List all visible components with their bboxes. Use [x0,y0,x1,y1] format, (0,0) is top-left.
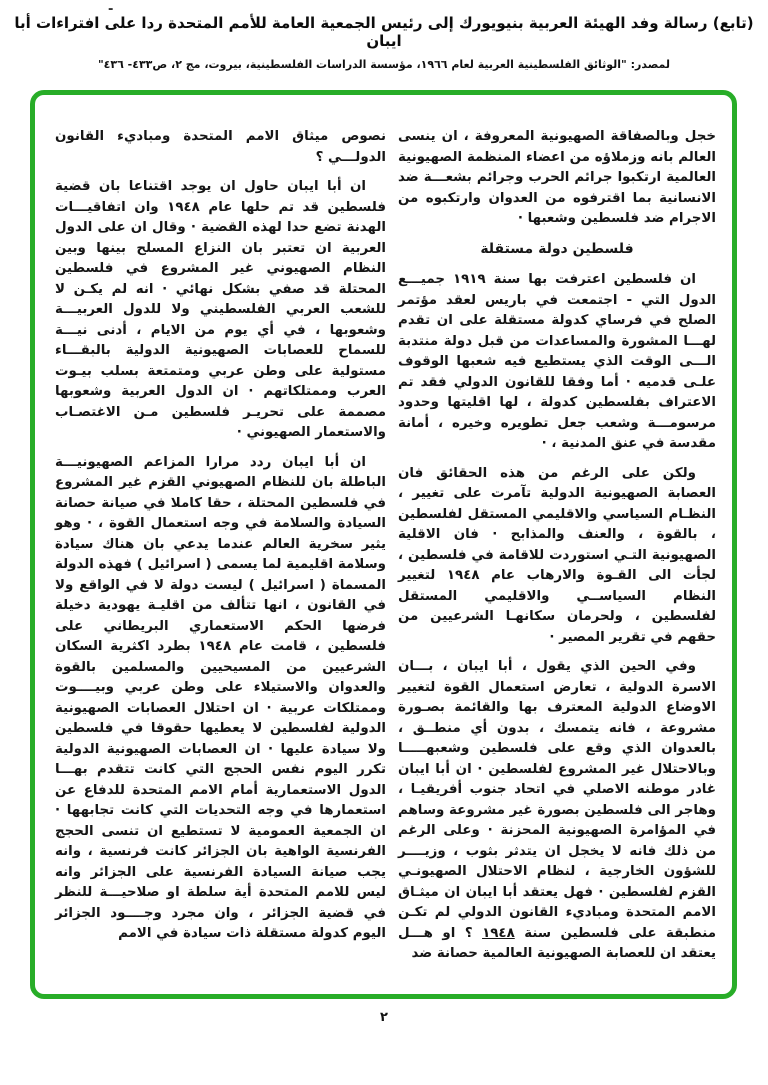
green-border-box [30,90,737,999]
paragraph-text: ؟ او هـــل يعتقد ان للعصابة الصهيونية العالمية حصانة ضد [398,925,716,961]
two-column-layout [55,127,716,974]
document-header [0,0,768,71]
document-title: (تابع) رسالة وفد الهيئة العربية بنيويورك إلى رئيس الجمعية العامة للأمم المتحدة ردا على افتراءات أبا ايبان [14,14,754,50]
column-left [55,127,386,954]
paragraph [398,657,716,965]
paragraph-text: وفي الحين الذي يقول ، أبا ايبان ، بـــان الاسرة الدولية ، تعارض استعمال القوة لتغيير الاوضاع الدولية المعترف بها والقائمة بصـورة مشروعة ، فانه يتمسك ، بدون أي منطــق ، بالعدوان الذي وقع على فلسطين وشعبهـــــا وبالاحتلال غير المشروع لفلسطين · ان أبا ايبان غادر موطنه الاصلي في اتحاد جنوب أفريقيـا ، وهاجر الى فلسطين بصورة غير مشروعة وساهم في المؤامرة الصهيونية المحزنة · وعلى الرغم من ذلك فانه لا يخجل ان يتدثر بثوب ، وزيــــر للشؤون الخارجية ، لنظام الاحتلال الصهيونـي القزم لفلسطين · فهل يعتقد أبا ايبان ان ميثـاق الامم المتحدة ومباديء القانون الدولي لم تكـن منطبقة على فلسطين سنة [398,659,716,941]
section-heading: فلسطين دولة مستقلة [480,240,634,257]
paragraph: ان فلسطين اعترفت بها سنة ١٩١٩ جميـــع الدول التي - اجتمعت في باريس لعقد مؤتمر الصلح في فرساي كدولة مستقلة على ان تقدم لهـــا المشورة والمساعدات من قبل دولة منتدبة الـــى الوقت الذي يستطيع فيه شعبها الوقوف علـى قدميه · أما وفقا للقانون الدولي فقد تم الاعتراف بفلسطين كدولة ، لها اقليتها وحدود مرسومـــة وشعب جعل تطويره وخيره ، أمانة مقدسة في عنق المدنية ، · [398,272,716,451]
paragraph-continuation: خجل وبالصفاقة الصهيونية المعروفة ، ان ينسى العالم بانه وزملاؤه من اعضاء المنظمة الصهيونية العالمية ارتكبوا جرائم الحرب وجرائم بشعـــة ضد الانسانية بما اقترفوه من العدوان وارتكبوه من الاجرام ضد فلسطين وشعبها · [398,129,716,226]
underlined-year: ١٩٤٨ [482,925,515,941]
question-line: نصوص ميثاق الامم المتحدة ومباديء القانون الدولـــي ؟ [55,129,386,165]
stray-mark: - [108,2,114,17]
page-number: ٢ [380,1010,388,1025]
source-citation: لمصدر: "الوثائق الفلسطينية العربية لعام ١٩٦٦، مؤسسة الدراسات الفلسطينية، بيروت، مج ٢، ص٤٣٣- ٤٣٦" [97,58,671,71]
paragraph: ان أبا ايبان حاول ان يوجد اقتناعا بان قضية فلسطين قد تم حلها عام ١٩٤٨ وان اتفاقيـــات الهدنة تضع حدا لهذه القضية · وقال ان على الدول العربية ان تعتبر بان النزاع المسلح بينها وبين النظام الصهيوني غير المشروع في فلسطين المحتلة قد صفي بشكل نهائي · انه لم يكـن لا للشعب العربي الفلسطيني ولا للدول العربيـــة وشعوبها ، في أي يوم من الايام ، أدنى نيـــة للسماح للعصابات الصهيونية الدولية بالبقـــاء مستولية على وطن عربي ومتمتعة بسلب بيـوت العرب وممتلكاتهم · ان الدول العربية وشعوبها مصممة على تحريـر فلسطين مـن الاغتصـاب والاستعمار الصهيوني · [55,179,386,440]
paragraph: ولكن على الرغم من هذه الحقائق فان العصابة الصهيونية الدولية تآمرت على تغيير ، النظـام السياسي والاقليمي المستقل لفلسطين ، بالقوة ، والعنف والمذابح · فان الاقلية الصهيونية التـي استوردت للاقامة في فلسطين ، لجأت الى القـوة والارهاب عام ١٩٤٨ لتغيير النظام السياســي والاقليمي المستقل لفلسطين ، ولحرمان سكانهـا الشرعيين من حقهم في تقرير المصير · [398,465,716,645]
paragraph: ان أبا ايبان ردد مرارا المزاعم الصهيونيـــة الباطلة بان للنظام الصهيوني القزم غير المشروع في فلسطين المحتلة ، حقا كاملا في صيانة حصانة السيادة والسلامة في وجه استعمال القوة ، · وهو يثير سخرية العالم عندما يدعي بان هناك سيادة وسلامة اقليمية لما يسمى ( اسرائيل ) فهذه الدولة المسماة ( اسرائيل ) ليست دولة لا في الواقع ولا في القانون ، انها تتألف من اقليـة يهودية دخيلة فرضها الحكم الاستعماري البريطاني على فلسطين ، قامت عام ١٩٤٨ بطرد اكثرية السكان الشرعيين من المسيحيين والمسلمين بالقوة والعدوان والاستيلاء على وطن عربي وبيــــوت وممتلكات عربية · ان احتلال العصابات الصهيونية الدولية لفلسطين لا يعطيها حقوقا في فلسطين ولا سيادة عليها · ان العصابات الصهيونية الدولية تكرر اليوم نفس الحجج التي كانت تتقدم بهـــا الدول الاستعمارية أمام الامم المتحدة للدفاع عن استعمارها في وجه التحديات التي كانت تجابهها · ان الجمعية العمومية لا تستطيع ان تنسى الحجج الفرنسية الواهية بان الجزائر كانت فرنسية ، وانه يجب صيانة السيادة الفرنسية على الجزائر وانه ليس للامم المتحدة أية سلطة او صلاحيـــة للنظر في قضية الجزائر ، وان مجرد وجــــود الجزائر اليوم كدولة مستقلة ذات سيادة في الامم [55,454,386,941]
column-right [398,127,716,974]
